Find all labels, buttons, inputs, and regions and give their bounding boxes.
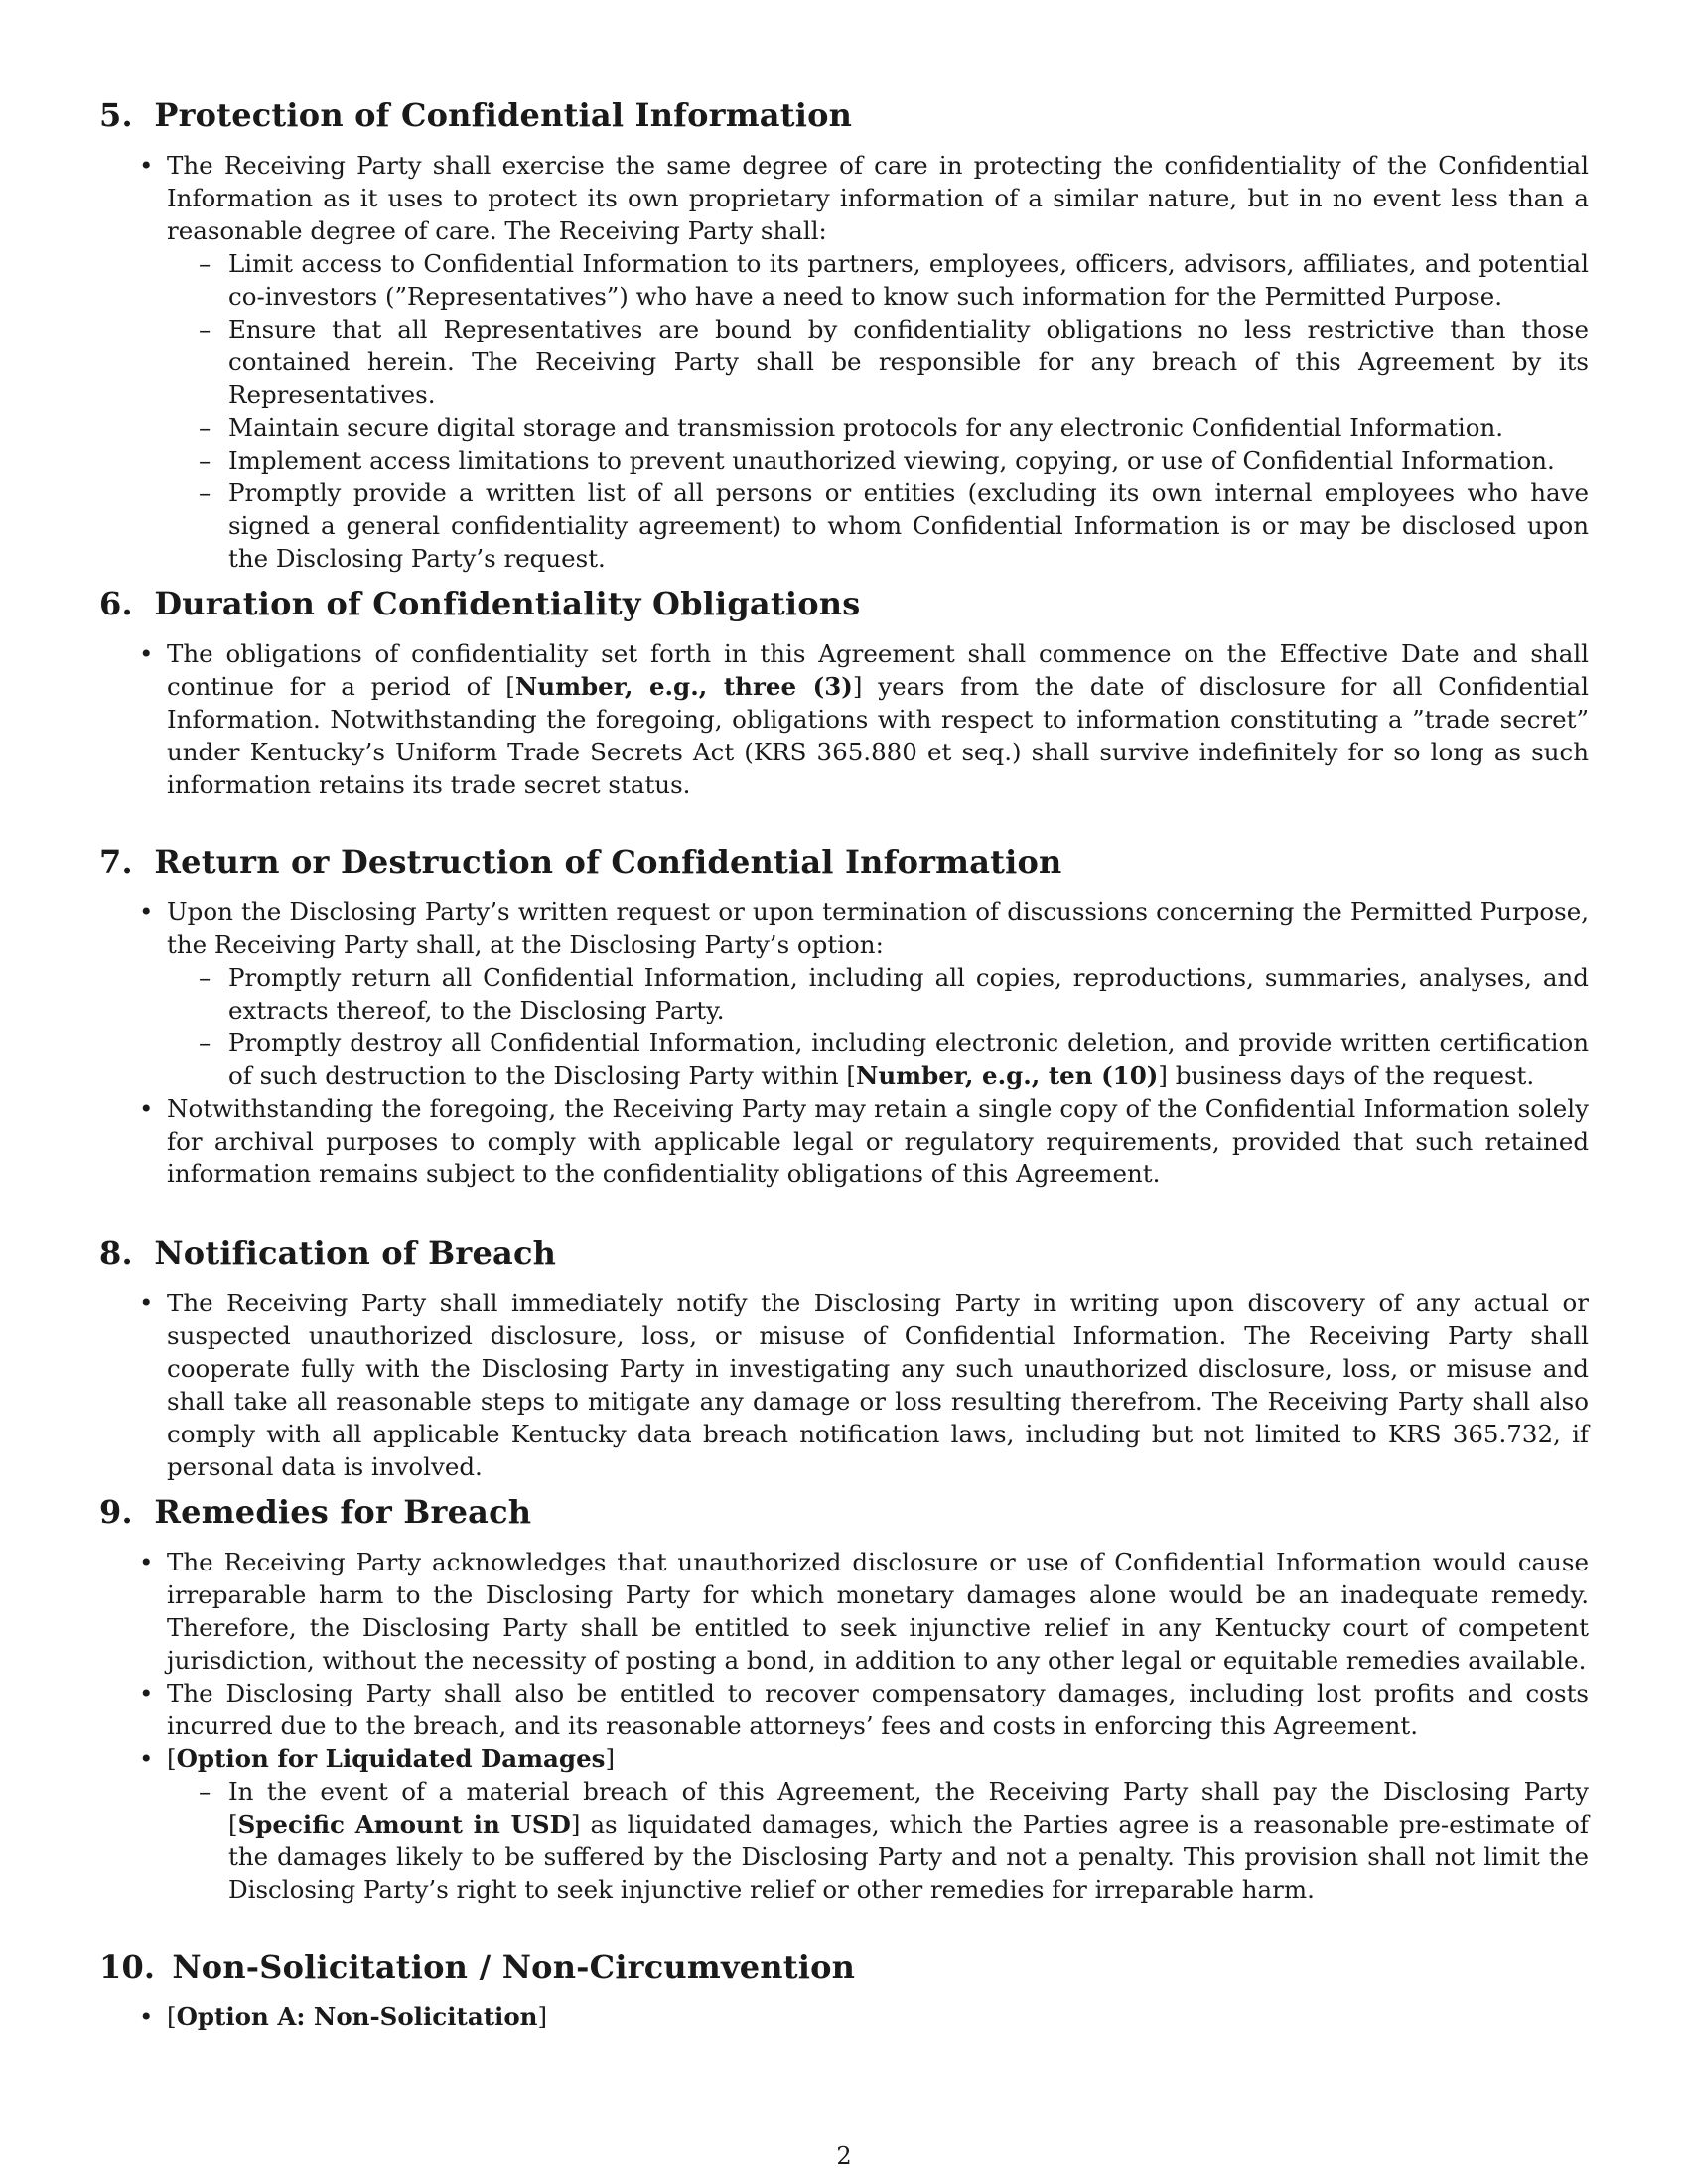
section-8 [99,1233,1589,1483]
section-10 [99,1947,1589,2033]
section-6 [99,584,1589,801]
section-heading: 9. Remedies for Breach [99,1493,532,1531]
sub-list-item: – Promptly provide a written list of all persons or entities (excluding its own internal employees who have signed a general confidentiality agreement) to whom Confidential Information is or may be disclosed upon the Disclosing Party’s request. [99,477,1589,575]
list-item: • The Disclosing Party shall also be entitled to recover compensatory damages, including lost profits and costs incurred due to the breach, and its reasonable attorneys’ fees and costs in enforcing this Agreement. [99,1677,1589,1742]
section-heading: 6. Duration of Confidentiality Obligations [99,585,861,622]
section-heading: 5. Protection of Confidential Information [99,96,853,134]
list-item: • The Receiving Party acknowledges that unauthorized disclosure or use of Confidential Information would cause irreparable harm to the Disclosing Party for which monetary damages alone would be an inadequate remedy. Therefore, the Disclosing Party shall be entitled to seek injunctive relief in any Kentucky court of competent jurisdiction, without the necessity of posting a bond, in addition to any other legal or equitable remedies available. [99,1546,1589,1677]
section-9 [99,1492,1589,1906]
page-number: 2 [836,2142,852,2170]
section-heading: 10. Non-Solicitation / Non-Circumvention [99,1948,856,1985]
section-5 [99,95,1589,575]
list-item: • [Option A: Non-Solicitation] [99,2000,1589,2033]
sub-list-item: – Promptly return all Confidential Information, including all copies, reproductions, summaries, analyses, and extracts thereof, to the Disclosing Party. [99,961,1589,1026]
list-item: • The Receiving Party shall exercise the same degree of care in protecting the confidentiality of the Confidential Information as it uses to protect its own proprietary information of a similar nature, but in no event less than a reasonable degree of care. The Receiving Party shall: [99,149,1589,247]
bullet-list [99,1546,1589,1906]
section-7 [99,842,1589,1190]
bullet-list [99,149,1589,575]
sub-list-item: – Implement access limitations to prevent unauthorized viewing, copying, or use of Confidential Information. [99,444,1589,477]
list-item: • [Option for Liquidated Damages] [99,1742,1589,1775]
bullet-list [99,2000,1589,2033]
section-heading: 7. Return or Destruction of Confidential Information [99,843,1062,881]
sub-list-item: – In the event of a material breach of this Agreement, the Receiving Party shall pay the Disclosing Party [Specific Amount in USD] as liquidated damages, which the Parties agree is a reasonable pre-estimate of the damages likely to be suffered by the Disclosing Party and not a penalty. This provision shall not limit the Disclosing Party’s right to seek injunctive relief or other remedies for irreparable harm. [99,1775,1589,1906]
sub-list-item: – Promptly destroy all Confidential Information, including electronic deletion, and provide written certification of such destruction to the Disclosing Party within [Number, e.g., ten (10)] business days of the request. [99,1026,1589,1092]
list-item: • The Receiving Party shall immediately notify the Disclosing Party in writing upon discovery of any actual or suspected unauthorized disclosure, loss, or misuse of Confidential Information. The Receiving Party shall cooperate fully with the Disclosing Party in investigating any such unauthorized disclosure, loss, or misuse and shall take all reasonable steps to mitigate any damage or loss resulting therefrom. The Receiving Party shall also comply with all applicable Kentucky data breach notification laws, including but not limited to KRS 365.732, if personal data is involved. [99,1287,1589,1483]
list-item: • Upon the Disclosing Party’s written request or upon termination of discussions concerning the Permitted Purpose, the Receiving Party shall, at the Disclosing Party’s option: [99,895,1589,961]
sub-list-item: – Limit access to Confidential Information to its partners, employees, officers, advisors, affiliates, and potential co-investors (”Representatives”) who have a need to know such information for the Permitted Purpose. [99,247,1589,313]
list-item: • The obligations of confidentiality set forth in this Agreement shall commence on the Effective Date and shall continue for a period of [Number, e.g., three (3)] years from the date of disclosure for all Confidential Information. Notwithstanding the foregoing, obligations with respect to information constituting a ”trade secret” under Kentucky’s Uniform Trade Secrets Act (KRS 365.880 et seq.) shall survive indefinitely for so long as such information retains its trade secret status. [99,637,1589,801]
sub-list-item: – Ensure that all Representatives are bound by confidentiality obligations no less restrictive than those contained herein. The Receiving Party shall be responsible for any breach of this Agreement by its Representatives. [99,313,1589,411]
bullet-list [99,895,1589,1190]
sub-list-item: – Maintain secure digital storage and transmission protocols for any electronic Confidential Information. [99,411,1589,444]
bullet-list [99,637,1589,801]
list-item: • Notwithstanding the foregoing, the Receiving Party may retain a single copy of the Confidential Information solely for archival purposes to comply with applicable legal or regulatory requirements, provided that such retained information remains subject to the confidentiality obligations of this Agreement. [99,1092,1589,1190]
bullet-list [99,1287,1589,1483]
section-heading: 8. Notification of Breach [99,1234,557,1272]
